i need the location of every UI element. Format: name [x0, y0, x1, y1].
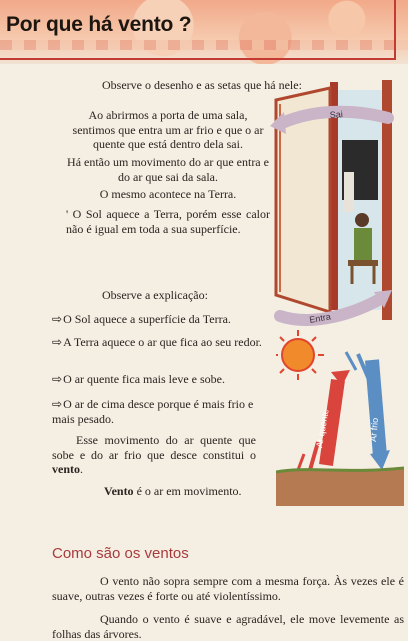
- page-title: Por que há vento ?: [6, 13, 192, 36]
- explanation-heading: Observe a explicação:: [102, 288, 208, 302]
- section-paragraph: O vento não sopra sempre com a mesma força. Às vezes ele é suave, outras vezes é forte ou até violentíssimo.: [52, 574, 404, 603]
- explanation-item: ⇨A Terra aquece o ar que fica ao seu redor.: [52, 335, 262, 349]
- paragraph-door: Ao abrirmos a porta de uma sala, sentimos que entra um ar frio e que o ar quente que está dentro dela sai.: [72, 108, 264, 151]
- definition: Vento é o ar em movimento.: [104, 484, 242, 498]
- intro-text: Observe o desenho e as setas que há nele:: [102, 78, 302, 92]
- paragraph-sun: ' O Sol aquece a Terra, porém esse calor não é igual em toda a sua superfície.: [66, 207, 270, 236]
- explanation-item: ⇨O ar de cima desce porque é mais frio e mais pesado.: [52, 397, 254, 426]
- hollow-arrow-icon: ⇨: [52, 397, 63, 411]
- explanation-item: ⇨O Sol aquece a superfície da Terra.: [52, 312, 231, 326]
- sun-icon: [276, 330, 324, 380]
- label-out: Sai: [329, 109, 344, 120]
- label-hot-air: Ar quente: [314, 408, 331, 449]
- section-paragraph: Quando o vento é suave e agradável, ele move levemente as folhas das árvores.: [52, 612, 404, 641]
- label-cold-air: Ar frio: [368, 417, 381, 443]
- section-title: Como são os ventos: [52, 545, 189, 562]
- ground: [276, 468, 404, 506]
- paragraph-movement: Há então um movimento do ar que entra e do ar que sai da sala.: [67, 155, 269, 184]
- header-decoration: [0, 40, 408, 50]
- wind-illustration: [276, 330, 404, 510]
- label-in: Entra: [308, 311, 332, 325]
- child-head: [355, 213, 369, 227]
- explanation-item: ⇨O ar quente fica mais leve e sobe.: [52, 372, 225, 386]
- summary-paragraph: Esse movimento do ar quente que sobe e do ar frio que desce constitui o vento.: [52, 433, 256, 476]
- child-body: [354, 228, 372, 260]
- paragraph-earth: O mesmo acontece na Terra.: [99, 187, 237, 201]
- hollow-arrow-icon: ⇨: [52, 372, 63, 386]
- header-banner: [0, 0, 408, 64]
- hollow-arrow-icon: ⇨: [52, 335, 63, 349]
- hollow-arrow-icon: ⇨: [52, 312, 63, 326]
- header-divider: [0, 58, 396, 60]
- header-divider-vertical: [394, 0, 396, 60]
